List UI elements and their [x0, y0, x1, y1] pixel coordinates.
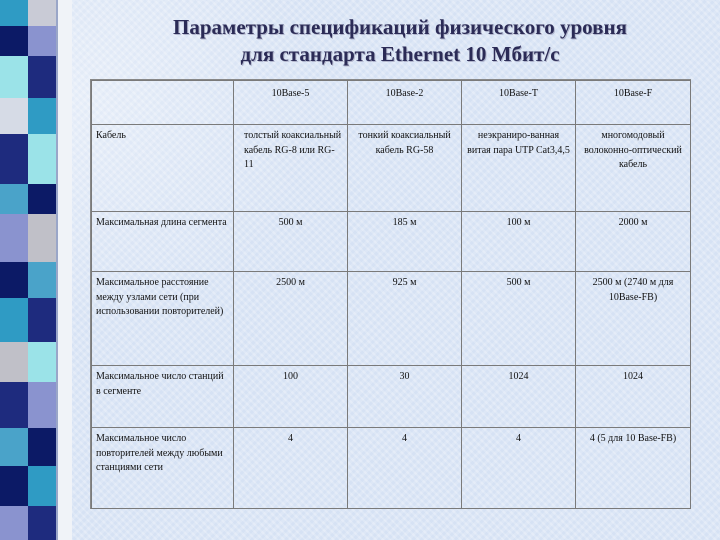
stripe-block: [28, 262, 56, 298]
table-cell: 100: [234, 366, 348, 428]
table-cell: 925 м: [348, 272, 462, 366]
stripe-block: [28, 98, 56, 134]
row-label-max-repeaters: Максимальное число повторителей между любыми станциями сети: [92, 428, 234, 509]
title-line-2: для стандарта Ethernet 10 Мбит/с: [240, 42, 560, 66]
ethernet-spec-table: [91, 80, 691, 509]
stripe-block: [28, 466, 56, 506]
table-cell: неэкраниро-ванная витая пара UTP Cat3,4,5: [462, 125, 576, 212]
stripe-block: [0, 298, 28, 342]
table-cell: 1024: [462, 366, 576, 428]
row-label-max-segment-length: Максимальная длина сегмента: [92, 212, 234, 272]
table-cell: 2000 м: [576, 212, 691, 272]
stripe-block: [0, 262, 28, 298]
table-cell: 4: [462, 428, 576, 509]
row-label-cable: Кабель: [92, 125, 234, 212]
header-10base-2: 10Base-2: [348, 81, 462, 125]
header-10base-t: 10Base-T: [462, 81, 576, 125]
table-row-cable: [92, 125, 691, 212]
table-cell: 185 м: [348, 212, 462, 272]
table-row-max-node-distance: [92, 272, 691, 366]
table-cell: 2500 м (2740 м для 10Base-FB): [576, 272, 691, 366]
slide-title: [80, 14, 720, 68]
stripe-block: [28, 428, 56, 466]
row-label-max-node-distance: Максимальное расстояние между узлами сети (при использовании повторителей): [92, 272, 234, 366]
stripe-block: [0, 98, 28, 134]
stripe-block: [0, 134, 28, 184]
stripe-block: [28, 26, 56, 56]
table-row-max-repeaters: [92, 428, 691, 509]
stripe-block: [0, 26, 28, 56]
header-10base-f: 10Base-F: [576, 81, 691, 125]
table-cell: многомодовый волоконно-оптический кабель: [576, 125, 691, 212]
table-cell: 4 (5 для 10 Base-FB): [576, 428, 691, 509]
spec-table-container: [90, 79, 691, 509]
table-row-max-stations: [92, 366, 691, 428]
stripe-block: [0, 214, 28, 262]
stripe-block: [0, 0, 28, 26]
stripe-block: [28, 382, 56, 428]
stripe-block: [0, 342, 28, 382]
table-header-row: [92, 81, 691, 125]
stripe-block: [28, 506, 56, 540]
table-cell: толстый коаксиальный кабель RG-8 или RG-11: [234, 125, 348, 212]
stripe-block: [0, 184, 28, 214]
table-cell: тонкий коаксиальный кабель RG-58: [348, 125, 462, 212]
table-cell: 1024: [576, 366, 691, 428]
stripe-block: [28, 184, 56, 214]
stripe-block: [0, 56, 28, 98]
table-cell: 500 м: [462, 272, 576, 366]
row-label-max-stations: Максимальное число станций в сегменте: [92, 366, 234, 428]
stripe-block: [28, 214, 56, 262]
table-cell: 100 м: [462, 212, 576, 272]
table-cell: 30: [348, 366, 462, 428]
title-line-1: Параметры спецификаций физического уровня: [173, 15, 627, 39]
table-cell: 2500 м: [234, 272, 348, 366]
stripe-block: [0, 428, 28, 466]
table-row-max-segment-length: [92, 212, 691, 272]
stripe-block: [28, 134, 56, 184]
stripe-block: [28, 298, 56, 342]
header-10base-5: 10Base-5: [234, 81, 348, 125]
stripe-block: [56, 0, 58, 540]
stripe-block: [28, 342, 56, 382]
stripe-block: [28, 0, 56, 26]
table-cell: 4: [348, 428, 462, 509]
table-cell: 500 м: [234, 212, 348, 272]
stripe-block: [0, 382, 28, 428]
stripe-block: [56, 0, 72, 540]
header-corner-cell: [92, 81, 234, 125]
decorative-side-stripe: [0, 0, 72, 540]
stripe-block: [0, 506, 28, 540]
table-cell: 4: [234, 428, 348, 509]
stripe-block: [28, 56, 56, 98]
stripe-block: [0, 466, 28, 506]
